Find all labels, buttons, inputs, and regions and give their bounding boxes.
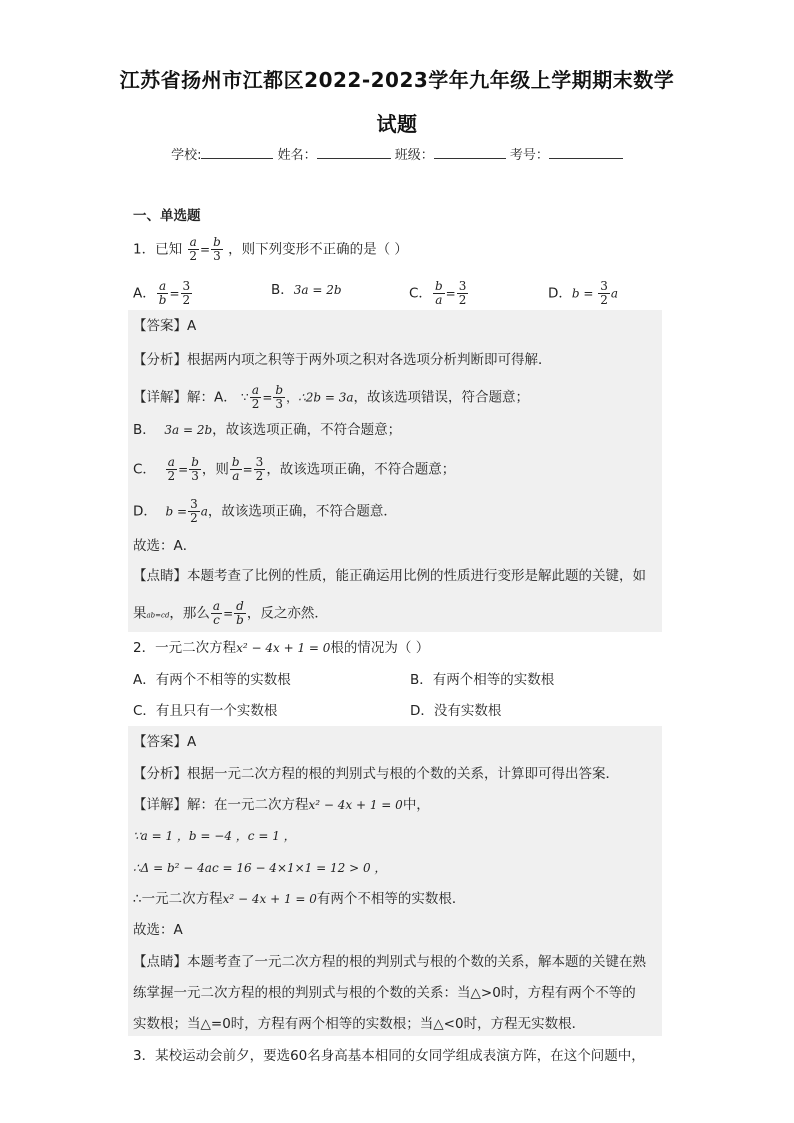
answer-2: 【答案】A bbox=[133, 734, 197, 750]
question-1-options bbox=[133, 279, 653, 307]
detail-2-line1: 【详解】解：在一元二次方程x² − 4x + 1 = 0中， bbox=[133, 797, 430, 813]
comment-2-line1: 【点睛】本题考查了一元二次方程的根的判别式与根的个数的关系，解本题的关键在熟 bbox=[133, 954, 646, 970]
option-b[interactable]: B．有两个相等的实数根 bbox=[410, 672, 555, 688]
detail-2-conclusion: ∴一元二次方程x² − 4x + 1 = 0有两个不相等的实数根． bbox=[133, 891, 466, 907]
document-title-line1: 江苏省扬州市江都区2022-2023学年九年级上学期期末数学 bbox=[119, 68, 675, 92]
name-blank bbox=[317, 146, 391, 159]
comment-1-line2: 果ab=cd，那么 $\frac{a}{c}$ = $\frac{d}{b}$ ，反之亦然． bbox=[133, 599, 328, 627]
analysis-2: 【分析】根据一元二次方程的根的判别式与根的个数的关系，计算即可得出答案． bbox=[133, 766, 619, 782]
name-label: 姓名： bbox=[277, 148, 317, 163]
detail-2-discriminant: ∴Δ = b² − 4ac = 16 − 4×1×1 = 12 > 0 ， bbox=[133, 861, 387, 875]
option-c[interactable]: C．有且只有一个实数根 bbox=[133, 703, 278, 719]
question-2-options-row1 bbox=[133, 670, 673, 690]
comment-2-line3: 实数根；当△=0时，方程有两个相等的实数根；当△<0时，方程无实数根． bbox=[133, 1016, 586, 1032]
option-b[interactable]: B．3a = 2b bbox=[271, 282, 342, 298]
question-2-options-row2 bbox=[133, 701, 673, 721]
detail-1-c: C． $\frac{a}{2}$ = $\frac{b}{3}$ ，则 $\frac{b}{a}$ = $\frac{3}{2}$ ，故该选项正确，不符合题意； bbox=[133, 455, 456, 483]
fraction: $\frac{a}{2}$ bbox=[189, 235, 198, 263]
option-a[interactable]: A．有两个不相等的实数根 bbox=[133, 672, 291, 688]
question-1-stem: 1．已知 $\frac{a}{2}$ = $\frac{b}{3}$ ，则下列变形不正确的是（ ） bbox=[133, 235, 408, 263]
comment-1-line1: 【点睛】本题考查了比例的性质，能正确运用比例的性质进行变形是解此题的关键，如 bbox=[133, 568, 646, 584]
class-blank bbox=[434, 146, 506, 159]
exam-no-blank bbox=[549, 146, 623, 159]
detail-1-b: B． 3a = 2b，故该选项正确，不符合题意； bbox=[133, 422, 402, 438]
answer-1: 【答案】A bbox=[133, 318, 197, 334]
student-info-row bbox=[0, 144, 794, 163]
exam-no-label: 考号： bbox=[509, 148, 549, 163]
choice-2: 故选：A bbox=[133, 922, 183, 938]
school-label: 学校: bbox=[171, 148, 202, 163]
choice-1: 故选：A． bbox=[133, 538, 197, 554]
class-label: 班级： bbox=[394, 148, 434, 163]
detail-1-a: 【详解】解：A． ∵ $\frac{a}{2}$ = $\frac{b}{3}$ ，∴2b = 3a，故该选项错误，符合题意； bbox=[133, 383, 530, 411]
fraction: $\frac{b}{3}$ bbox=[213, 235, 221, 263]
comment-2-line2: 练掌握一元二次方程的根的判别式与根的个数的关系：当△>0时，方程有两个不等的 bbox=[133, 985, 636, 1001]
option-c[interactable]: C． $\frac{b}{a}$ = $\frac{3}{2}$ bbox=[409, 279, 467, 307]
detail-2-coefficients: ∵a = 1 ，b = −4 ，c = 1 ， bbox=[133, 829, 296, 843]
question-3-stem: 3．某校运动会前夕，要选60名身高基本相同的女同学组成表演方阵，在这个问题中， bbox=[133, 1048, 645, 1064]
document-title-line2: 试题 bbox=[376, 112, 418, 136]
option-d[interactable]: D．b = $\frac{3}{2}$ a bbox=[548, 279, 619, 307]
section-heading: 一、单选题 bbox=[133, 208, 201, 224]
detail-1-d: D． b = $\frac{3}{2}$ a，故该选项正确，不符合题意． bbox=[133, 497, 397, 525]
question-2-stem: 2．一元二次方程x² − 4x + 1 = 0根的情况为（ ） bbox=[133, 640, 430, 656]
analysis-1: 【分析】根据两内项之积等于两外项之积对各选项分析判断即可得解． bbox=[133, 352, 552, 368]
option-d[interactable]: D．没有实数根 bbox=[410, 703, 502, 719]
option-a[interactable]: A． $\frac{a}{b}$ = $\frac{3}{2}$ bbox=[133, 279, 191, 307]
school-blank bbox=[201, 146, 273, 159]
